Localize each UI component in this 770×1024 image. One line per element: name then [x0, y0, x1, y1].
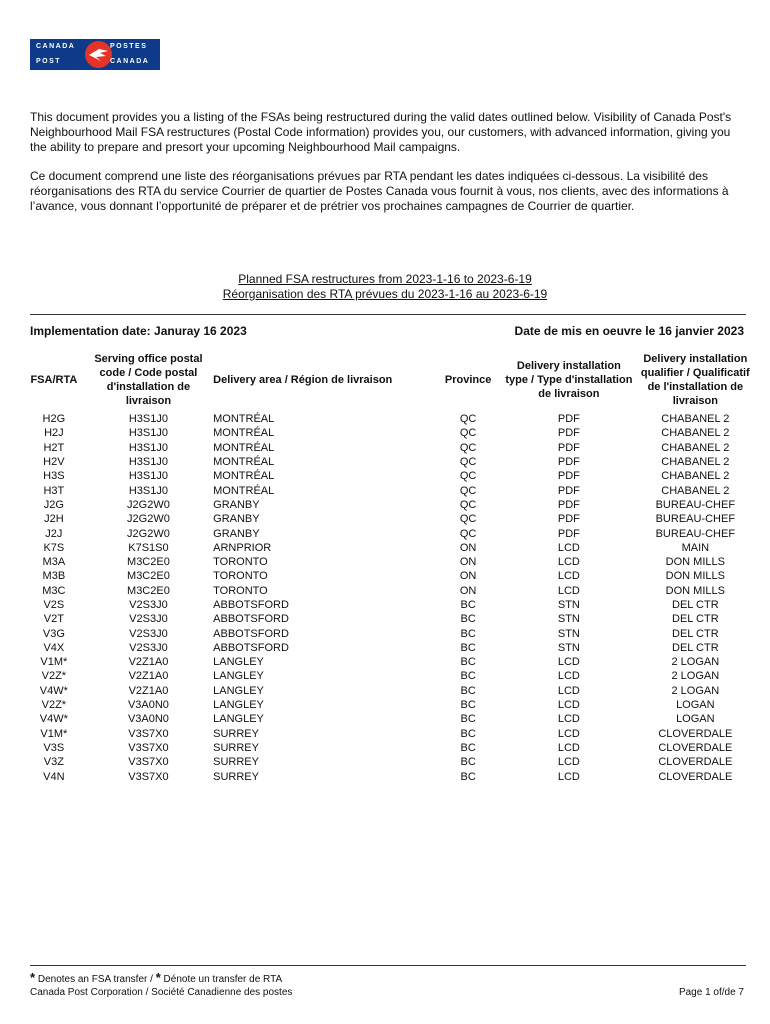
- cell-serving-office: V3A0N0: [127, 713, 169, 726]
- cell-serving-office: K7S1S0: [128, 541, 169, 554]
- cell-installation-qualifier: CHABANEL 2: [661, 441, 730, 454]
- cell-delivery-area: LANGLEY: [213, 684, 264, 697]
- implementation-date-english: Implementation date: Januray 16 2023: [30, 324, 247, 338]
- cell-installation-qualifier: CLOVERDALE: [658, 741, 733, 754]
- cell-installation-type: LCD: [557, 556, 580, 569]
- cell-fsa: H2G: [42, 413, 66, 426]
- cell-delivery-area: GRANBY: [213, 527, 260, 540]
- cell-delivery-area: LANGLEY: [213, 656, 264, 669]
- cell-serving-office: H3S1J0: [128, 441, 168, 454]
- cell-serving-office: J2G2W0: [127, 527, 170, 540]
- cell-installation-type: PDF: [557, 456, 580, 469]
- cell-fsa: M3C: [42, 584, 66, 597]
- table-row: [22, 755, 756, 769]
- cell-fsa: V4X: [43, 641, 65, 654]
- cell-installation-qualifier: CHABANEL 2: [661, 427, 730, 440]
- header-province: Province: [444, 374, 492, 386]
- cell-delivery-area: MONTRÉAL: [213, 413, 275, 426]
- cell-fsa: V3S: [43, 741, 65, 754]
- cell-province: QC: [459, 498, 477, 511]
- cell-fsa: V2Z*: [41, 670, 67, 683]
- cell-province: BC: [460, 741, 476, 754]
- cell-province: QC: [459, 427, 477, 440]
- cell-delivery-area: MONTRÉAL: [213, 470, 275, 483]
- cell-province: QC: [459, 513, 477, 526]
- cell-installation-type: LCD: [557, 713, 580, 726]
- table-row: [22, 612, 756, 626]
- cell-installation-type: PDF: [557, 427, 580, 440]
- table-row: [22, 455, 756, 469]
- cell-serving-office: H3S1J0: [128, 456, 168, 469]
- table-row: [22, 684, 756, 698]
- cell-delivery-area: SURREY: [213, 727, 259, 740]
- cell-province: BC: [460, 613, 476, 626]
- table-row: [22, 412, 756, 426]
- cell-installation-qualifier: DON MILLS: [665, 584, 725, 597]
- cell-installation-type: PDF: [557, 484, 580, 497]
- cell-delivery-area: TORONTO: [213, 584, 268, 597]
- table-row: [22, 669, 756, 683]
- cell-fsa: H3T: [43, 484, 65, 497]
- cell-delivery-area: GRANBY: [213, 498, 260, 511]
- cell-serving-office: V2S3J0: [129, 627, 168, 640]
- cell-installation-qualifier: DON MILLS: [665, 570, 725, 583]
- cell-province: QC: [459, 456, 477, 469]
- table-row: [22, 769, 756, 783]
- cell-province: BC: [460, 699, 476, 712]
- footnote-english: Denotes an FSA transfer /: [37, 974, 153, 985]
- table-row: [22, 483, 756, 497]
- cell-serving-office: M3C2E0: [127, 584, 170, 597]
- cell-installation-qualifier: BUREAU-CHEF: [655, 527, 736, 540]
- cell-serving-office: V2Z1A0: [128, 670, 169, 683]
- cell-installation-type: STN: [557, 613, 580, 626]
- logo-text-postes: POSTES: [110, 43, 148, 50]
- cell-province: BC: [460, 713, 476, 726]
- cell-delivery-area: LANGLEY: [213, 670, 264, 683]
- cell-installation-type: PDF: [557, 413, 580, 426]
- cell-installation-qualifier: CHABANEL 2: [661, 413, 730, 426]
- cell-delivery-area: TORONTO: [213, 556, 268, 569]
- cell-delivery-area: TORONTO: [213, 570, 268, 583]
- cell-serving-office: H3S1J0: [128, 427, 168, 440]
- eagle-icon: [85, 41, 112, 68]
- cell-province: ON: [459, 584, 477, 597]
- footnote: [30, 970, 282, 985]
- cell-installation-type: STN: [557, 599, 580, 611]
- cell-province: ON: [459, 541, 477, 554]
- footnote-star: *: [30, 970, 36, 985]
- cell-serving-office: H3S1J0: [128, 413, 168, 426]
- cell-installation-type: STN: [557, 627, 580, 640]
- cell-installation-type: LCD: [557, 699, 580, 712]
- cell-province: QC: [459, 441, 477, 454]
- footnote-star-fr: *: [155, 970, 161, 985]
- table-body: [22, 412, 756, 784]
- cell-delivery-area: LANGLEY: [213, 699, 264, 712]
- table-row: [22, 426, 756, 440]
- cell-fsa: V4W*: [39, 713, 68, 726]
- cell-installation-type: LCD: [557, 584, 580, 597]
- cell-province: BC: [460, 756, 476, 769]
- page-number: Page 1 of/de 7: [678, 987, 744, 998]
- cell-fsa: V2T: [43, 613, 64, 626]
- cell-installation-type: LCD: [557, 756, 580, 769]
- cell-delivery-area: ARNPRIOR: [213, 541, 272, 554]
- cell-serving-office: V3S7X0: [128, 756, 169, 769]
- cell-delivery-area: MONTRÉAL: [213, 427, 275, 440]
- cell-province: BC: [460, 641, 476, 654]
- fsa-restructure-table: [22, 352, 756, 784]
- cell-province: BC: [460, 670, 476, 683]
- cell-serving-office: V2Z1A0: [128, 656, 169, 669]
- cell-serving-office: V3S7X0: [128, 741, 169, 754]
- cell-installation-type: PDF: [557, 441, 580, 454]
- cell-installation-type: LCD: [557, 741, 580, 754]
- cell-serving-office: V3S7X0: [128, 727, 169, 740]
- cell-fsa: M3A: [42, 556, 66, 569]
- cell-delivery-area: LANGLEY: [213, 713, 264, 726]
- cell-installation-qualifier: LOGAN: [676, 713, 715, 726]
- cell-installation-qualifier: DEL CTR: [672, 641, 719, 654]
- table-row: [22, 641, 756, 655]
- header-installation-type: Delivery installation type / Type d'installation de livraison: [505, 360, 633, 400]
- cell-fsa: J2H: [44, 513, 64, 526]
- cell-fsa: J2J: [45, 527, 63, 540]
- cell-installation-type: PDF: [557, 470, 580, 483]
- cell-installation-type: LCD: [557, 684, 580, 697]
- cell-installation-qualifier: CLOVERDALE: [658, 727, 733, 740]
- cell-province: BC: [460, 599, 476, 611]
- cell-delivery-area: MONTRÉAL: [213, 441, 275, 454]
- cell-installation-qualifier: CHABANEL 2: [661, 456, 730, 469]
- cell-fsa: V1M*: [40, 727, 68, 740]
- table-row: [22, 584, 756, 598]
- cell-delivery-area: SURREY: [213, 741, 259, 754]
- cell-installation-type: LCD: [557, 570, 580, 583]
- table-row: [22, 469, 756, 483]
- table-row: [22, 741, 756, 755]
- cell-fsa: H2T: [43, 441, 65, 454]
- cell-fsa: H2V: [43, 456, 65, 469]
- cell-province: ON: [459, 570, 477, 583]
- cell-delivery-area: MONTRÉAL: [213, 456, 275, 469]
- intro-french: Ce document comprend une liste des réorganisations prévues par RTA pendant les dates indiquées ci-dessous. La visibilité des réorganisations des RTA du service Courrier de quartier de Postes Canada vous fournit à vous, nos clients, avec des informations à l’avance, vous donnant l’opportunité de préparer et de prétrier vos prochaines campagnes de Courrier de quartier.: [30, 169, 729, 213]
- cell-serving-office: H3S1J0: [128, 484, 168, 497]
- cell-fsa: V3G: [42, 627, 65, 640]
- cell-fsa: V3Z: [43, 756, 64, 769]
- cell-delivery-area: SURREY: [213, 756, 259, 769]
- cell-serving-office: H3S1J0: [128, 470, 168, 483]
- table-row: [22, 569, 756, 583]
- cell-installation-qualifier: DEL CTR: [672, 627, 719, 640]
- cell-installation-qualifier: MAIN: [681, 541, 710, 554]
- cell-fsa: V1M*: [40, 656, 68, 669]
- table-row: [22, 441, 756, 455]
- header-fsa: FSA/RTA: [30, 374, 78, 386]
- cell-delivery-area: ABBOTSFORD: [213, 641, 289, 654]
- cell-delivery-area: ABBOTSFORD: [213, 627, 289, 640]
- cell-installation-qualifier: BUREAU-CHEF: [655, 498, 736, 511]
- cell-installation-qualifier: CLOVERDALE: [658, 770, 733, 783]
- title-english: Planned FSA restructures from 2023-1-16 to 2023-6-19: [238, 272, 532, 286]
- cell-province: QC: [459, 413, 477, 426]
- cell-serving-office: M3C2E0: [127, 570, 170, 583]
- footer-corporation: Canada Post Corporation / Société Canadienne des postes: [30, 987, 293, 998]
- table-row: [22, 541, 756, 555]
- table-row: [22, 712, 756, 726]
- cell-installation-type: PDF: [557, 513, 580, 526]
- title-french: Réorganisation des RTA prévues du 2023-1-16 au 2023-6-19: [222, 287, 548, 301]
- table-row: [22, 698, 756, 712]
- canada-post-logo: [30, 39, 160, 70]
- cell-delivery-area: ABBOTSFORD: [213, 599, 289, 611]
- cell-serving-office: V3S7X0: [128, 770, 169, 783]
- cell-installation-type: LCD: [557, 656, 580, 669]
- logo-text-canada: CANADA: [36, 43, 76, 50]
- table-row: [22, 526, 756, 540]
- cell-serving-office: V2S3J0: [129, 613, 168, 626]
- cell-fsa: K7S: [43, 541, 65, 554]
- table-row: [22, 498, 756, 512]
- cell-installation-type: LCD: [557, 727, 580, 740]
- cell-delivery-area: GRANBY: [213, 513, 260, 526]
- intro-english: This document provides you a listing of the FSAs being restructured during the valid dates outlined below. Visibility of Canada Post's Neighbourhood Mail FSA restructures (Postal Code information) provides you, our customers, with advanced information, giving you the ability to prepare and presort your upcoming Neighbourhood Mail campaigns.: [30, 110, 732, 154]
- table-row: [22, 655, 756, 669]
- cell-serving-office: V2Z1A0: [128, 684, 169, 697]
- cell-fsa: H2J: [44, 427, 64, 440]
- cell-fsa: V4W*: [39, 684, 68, 697]
- cell-installation-type: LCD: [557, 541, 580, 554]
- cell-fsa: V2S: [43, 599, 65, 611]
- cell-fsa: H3S: [43, 470, 65, 483]
- footer-divider: [30, 965, 746, 966]
- cell-province: QC: [459, 484, 477, 497]
- cell-serving-office: J2G2W0: [127, 498, 170, 511]
- cell-installation-qualifier: DON MILLS: [665, 556, 725, 569]
- logo-text-canada-fr: CANADA: [110, 58, 150, 65]
- cell-installation-type: STN: [557, 641, 580, 654]
- cell-installation-qualifier: 2 LOGAN: [671, 684, 720, 697]
- cell-fsa: M3B: [42, 570, 66, 583]
- footnote-french: Dénote un transfer de RTA: [163, 974, 283, 985]
- cell-installation-type: PDF: [557, 498, 580, 511]
- cell-province: BC: [460, 770, 476, 783]
- cell-installation-qualifier: 2 LOGAN: [671, 656, 720, 669]
- cell-installation-qualifier: BUREAU-CHEF: [655, 513, 736, 526]
- cell-province: QC: [459, 527, 477, 540]
- cell-installation-qualifier: DEL CTR: [672, 613, 719, 626]
- header-serving-office: Serving office postal code / Code postal d'installation de livraison: [94, 353, 203, 407]
- cell-province: BC: [460, 627, 476, 640]
- table-header-row: [22, 352, 756, 412]
- cell-installation-type: PDF: [557, 527, 580, 540]
- cell-serving-office: V3A0N0: [127, 699, 169, 712]
- cell-installation-qualifier: CHABANEL 2: [661, 470, 730, 483]
- cell-serving-office: V2S3J0: [129, 599, 168, 611]
- header-delivery-area: Delivery area / Région de livraison: [213, 374, 393, 386]
- cell-fsa: V4N: [43, 770, 65, 783]
- header-installation-qualifier: Delivery installation qualifier / Qualificatif de l'installation de livraison: [640, 353, 750, 407]
- cell-installation-type: LCD: [557, 770, 580, 783]
- table-row: [22, 727, 756, 741]
- cell-fsa: V2Z*: [41, 699, 67, 712]
- implementation-date-french: Date de mis en oeuvre le 16 janvier 2023: [514, 324, 744, 338]
- cell-fsa: J2G: [43, 498, 64, 511]
- table-row: [22, 598, 756, 612]
- cell-province: BC: [460, 727, 476, 740]
- cell-installation-qualifier: CHABANEL 2: [661, 484, 730, 497]
- cell-delivery-area: SURREY: [213, 770, 259, 783]
- cell-serving-office: V2S3J0: [129, 641, 168, 654]
- table-row: [22, 626, 756, 640]
- table-row: [22, 512, 756, 526]
- cell-province: ON: [459, 556, 477, 569]
- cell-installation-type: LCD: [557, 670, 580, 683]
- table-row: [22, 555, 756, 569]
- cell-installation-qualifier: 2 LOGAN: [671, 670, 720, 683]
- cell-delivery-area: MONTRÉAL: [213, 484, 275, 497]
- cell-installation-qualifier: LOGAN: [676, 699, 715, 712]
- cell-installation-qualifier: CLOVERDALE: [658, 756, 733, 769]
- cell-serving-office: J2G2W0: [127, 513, 170, 526]
- cell-delivery-area: ABBOTSFORD: [213, 613, 289, 626]
- logo-text-post: POST: [36, 58, 62, 65]
- cell-province: BC: [460, 684, 476, 697]
- cell-province: QC: [459, 470, 477, 483]
- cell-serving-office: M3C2E0: [127, 556, 170, 569]
- cell-installation-qualifier: DEL CTR: [672, 599, 719, 611]
- divider: [30, 314, 746, 315]
- cell-province: BC: [460, 656, 476, 669]
